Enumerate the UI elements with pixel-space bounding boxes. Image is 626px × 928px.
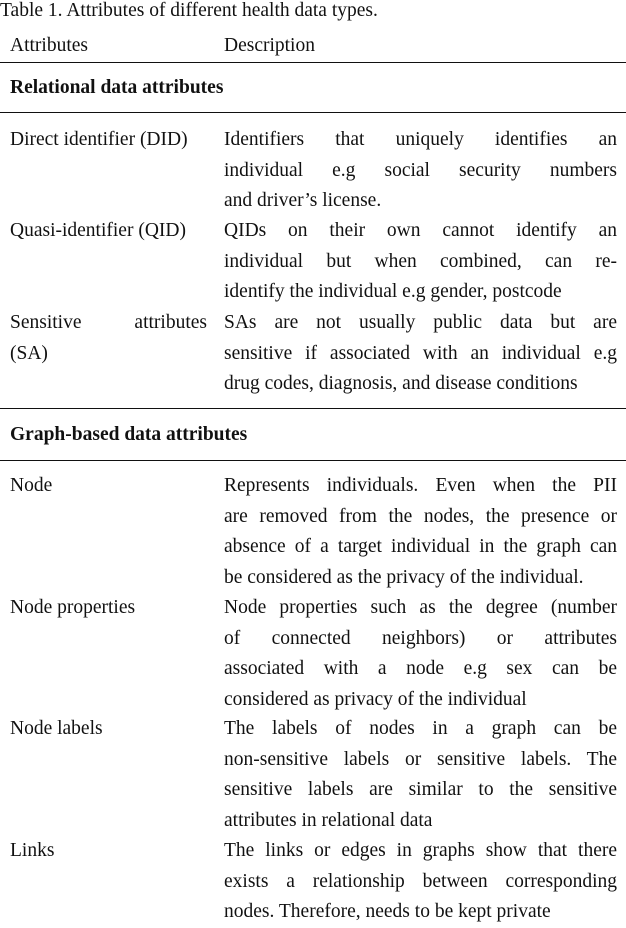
- text-line: Node properties such as the degree (number: [224, 597, 617, 618]
- text-line: associated with a node e.g sex can be: [224, 658, 617, 680]
- section-title: Relational data attributes: [10, 77, 224, 98]
- description-cell: [224, 714, 617, 836]
- header-description: Description: [224, 35, 315, 56]
- text-line: Node labels: [10, 718, 103, 739]
- text-line: Quasi-identifier (QID): [10, 220, 186, 241]
- description-cell: [224, 836, 617, 928]
- attribute-cell: [10, 471, 207, 502]
- description-cell: [224, 216, 617, 308]
- attribute-cell: [10, 836, 207, 867]
- text-line: individual e.g social security numbers: [224, 159, 617, 181]
- text-line: sensitive labels are similar to the sensitive: [224, 779, 617, 801]
- attribute-cell: [10, 125, 207, 156]
- text-line: considered as privacy of the individual: [224, 688, 527, 710]
- description-cell: [224, 471, 617, 593]
- text-line: and driver’s license.: [224, 190, 382, 212]
- text-line: non-sensitive labels or sensitive labels. The: [224, 748, 617, 770]
- section-end-rule: [0, 408, 626, 409]
- description-cell: [224, 125, 617, 217]
- text-line: Sensitive attributes: [10, 312, 207, 333]
- text-line: exists a relationship between corresponding: [224, 870, 617, 892]
- text-line: individual but when combined, can re-: [224, 250, 617, 272]
- text-line: Direct identifier (DID): [10, 129, 188, 150]
- header-rule: [0, 62, 626, 63]
- header-attributes: Attributes: [10, 35, 88, 56]
- section-title: Graph-based data attributes: [10, 424, 248, 445]
- section-rule: [0, 112, 626, 113]
- text-line: SAs are not usually public data but are: [224, 312, 617, 333]
- table-caption: Table 1. Attributes of different health data types.: [0, 0, 378, 21]
- description-cell: [224, 593, 617, 715]
- text-line: The labels of nodes in a graph can be: [224, 718, 617, 739]
- text-line: nodes. Therefore, needs to be kept private: [224, 901, 551, 923]
- text-line: Node: [10, 475, 53, 496]
- text-line: absence of a target individual in the graph can: [224, 536, 617, 558]
- text-line: sensitive if associated with an individual e.g: [224, 342, 617, 364]
- text-line: Identifiers that uniquely identifies an: [224, 129, 617, 150]
- text-line: (SA): [10, 342, 48, 364]
- text-line: Links: [10, 840, 55, 861]
- text-line: be considered as the privacy of the individual.: [224, 566, 584, 588]
- text-line: attributes in relational data: [224, 809, 433, 831]
- text-line: QIDs on their own cannot identify an: [224, 220, 617, 241]
- attribute-cell: [10, 593, 207, 624]
- text-line: are removed from the nodes, the presence or: [224, 505, 617, 527]
- section-rule: [0, 460, 626, 461]
- description-cell: [224, 308, 617, 400]
- attribute-cell: [10, 714, 207, 745]
- text-line: Node properties: [10, 597, 136, 618]
- table-header: [0, 34, 626, 58]
- text-line: identify the individual e.g gender, postcode: [224, 281, 562, 303]
- attribute-cell: [10, 216, 207, 247]
- text-line: drug codes, diagnosis, and disease conditions: [224, 373, 578, 395]
- text-line: The links or edges in graphs show that there: [224, 840, 617, 861]
- text-line: Represents individuals. Even when the PII: [224, 475, 617, 496]
- attribute-cell: [10, 308, 207, 369]
- text-line: of connected neighbors) or attributes: [224, 627, 617, 649]
